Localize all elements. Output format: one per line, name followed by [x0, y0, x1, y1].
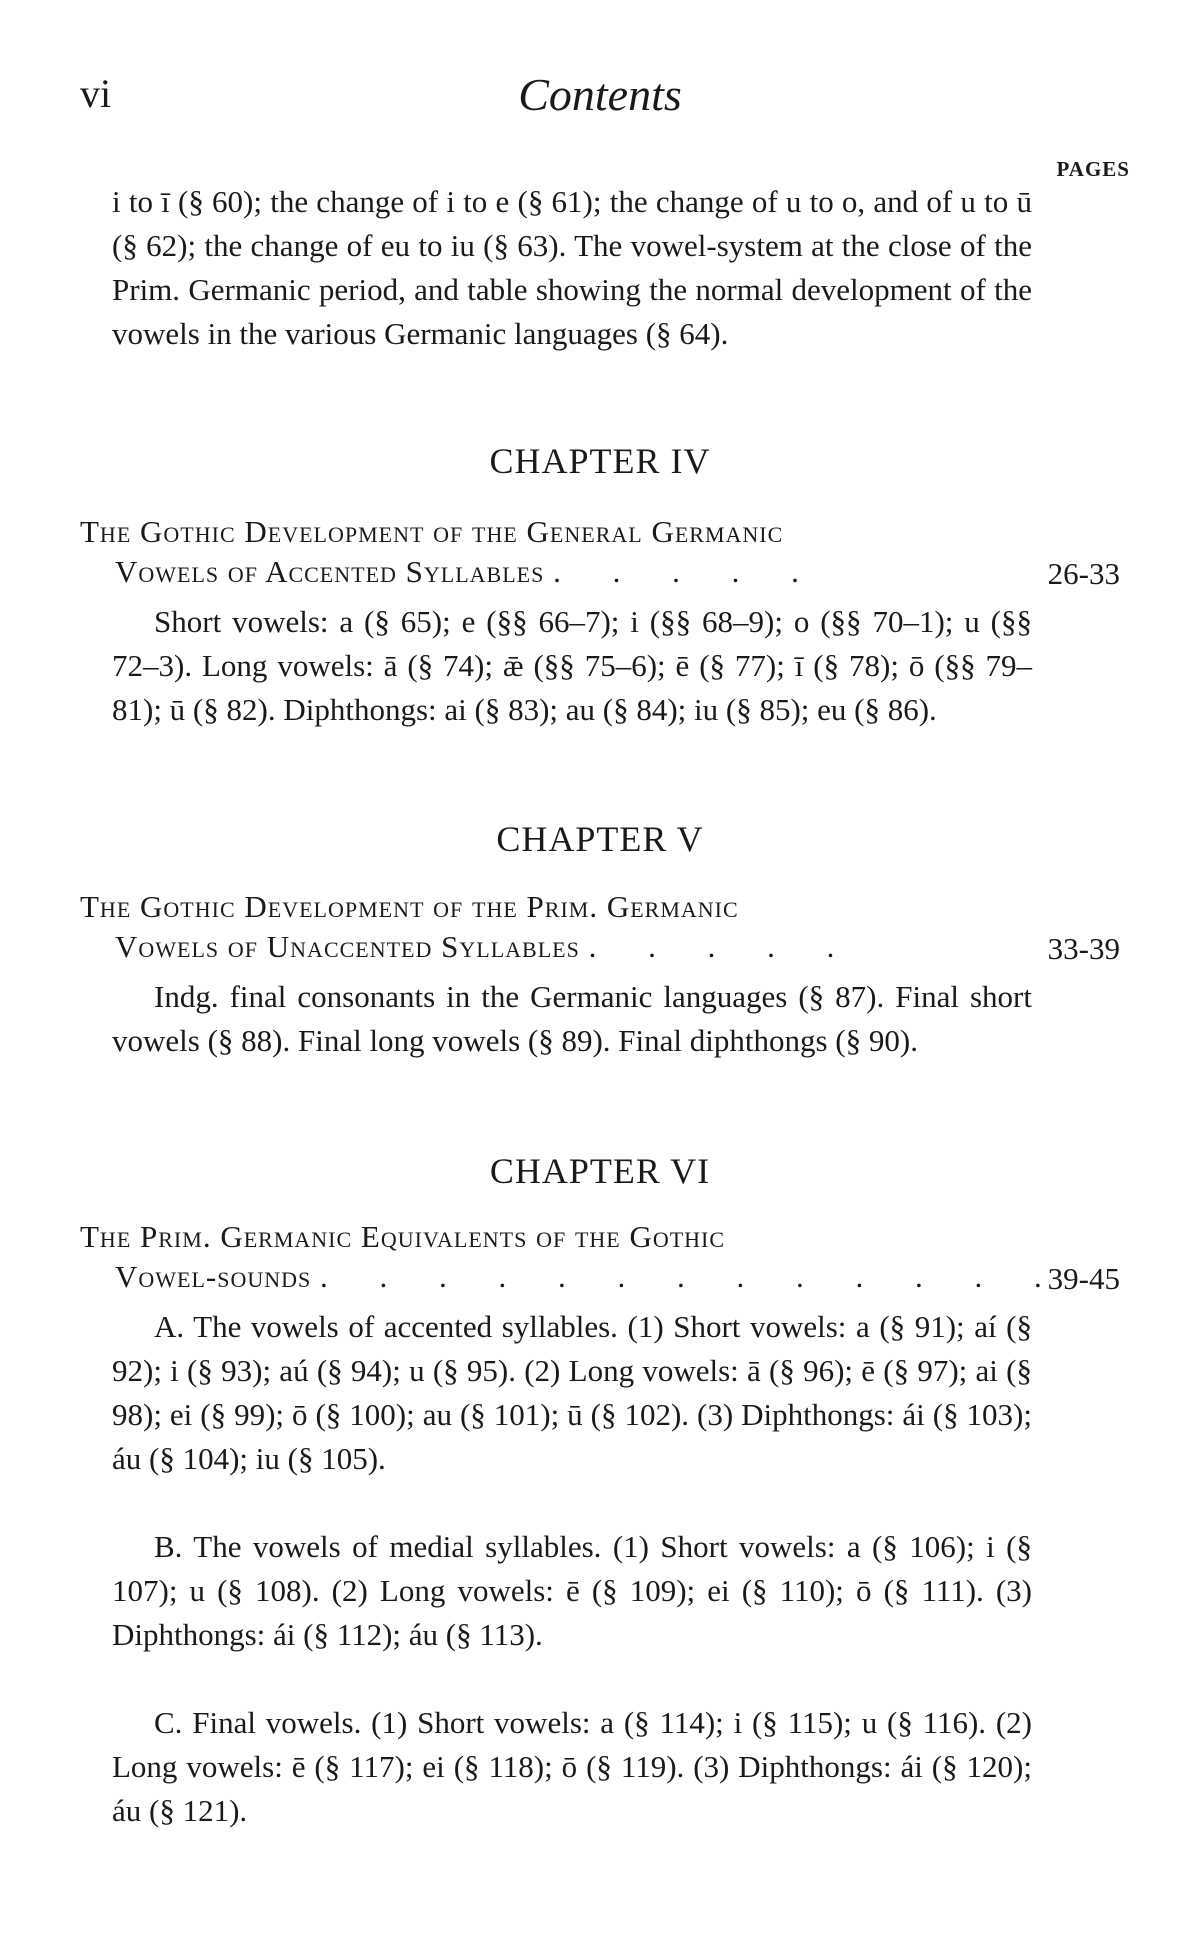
running-head: Contents — [518, 69, 682, 120]
chapter-vi-title-line1: The Prim. Germanic Equivalents of the Gothic — [80, 1219, 726, 1254]
chapter-heading-vi: CHAPTER VI — [489, 1151, 711, 1191]
chapter-v-summary: Indg. final consonants in the Germanic languages (§ 87). Final short vowels (§ 88). Final long vowels (§ 89). Final diphthongs (§ 90). — [112, 979, 1032, 1058]
chapter-iv-summary: Short vowels: a (§ 65); e (§§ 66–7); i (§§ 68–9); o (§§ 70–1); u (§§ 72–3). Long vowels: ā (§ 74); ǣ (§§ 75–6); ē (§ 77); ī (§ 78); ō (§§ 79–81); ū (§ 82). Diphthongs: ai (§ 83); au (§ 84); iu (§ 85); eu (§ 86). — [112, 604, 1032, 727]
chapter-heading-v: CHAPTER V — [496, 819, 704, 859]
chapter-iv-title-line2 — [115, 554, 821, 590]
continuation-text: i to ī (§ 60); the change of i to e (§ 61); the change of u to o, and of u to ū (§ 62); the change of eu to iu (§ 63). The vowel-system at the close of the Prim. Germanic period, and table showing the normal development of the vowels in the various Germanic languages (§ 64). — [112, 184, 1032, 351]
dot-leaders: . . . . . — [588, 929, 857, 964]
dot-leaders: . . . . . . . . . . . . . — [320, 1259, 1064, 1294]
chapter-v-title-line2-text: Vowels of Unaccented Syllables — [115, 929, 580, 964]
chapter-vi-title-line2-text: Vowel-sounds — [115, 1259, 312, 1294]
chapter-vi-section-b: B. The vowels of medial syllables. (1) Short vowels: a (§ 106); i (§ 107); u (§ 108). (2) Long vowels: ē (§ 109); ei (§ 110); ō (§ 111). (3) Diphthongs: ái (§ 112); áu (§ 113). — [112, 1529, 1032, 1652]
chapter-heading-iv: CHAPTER IV — [489, 441, 711, 481]
pages-column-label: PAGES — [1056, 157, 1130, 181]
chapter-vi-title-line2 — [115, 1259, 1064, 1295]
chapter-v-title-line1: The Gothic Development of the Prim. Germanic — [80, 889, 739, 924]
chapter-vi-section-c: C. Final vowels. (1) Short vowels: a (§ 114); i (§ 115); u (§ 116). (2) Long vowels: ē (§ 117); ei (§ 118); ō (§ 119). (3) Diphthongs: ái (§ 120); áu (§ 121). — [112, 1705, 1032, 1828]
chapter-v-title-line2 — [115, 929, 856, 965]
chapter-iv-pages: 26-33 — [1047, 556, 1120, 591]
page-number: vi — [80, 71, 112, 116]
chapter-iv-title-line2-text: Vowels of Accented Syllables — [115, 554, 545, 589]
chapter-v-pages: 33-39 — [1047, 931, 1120, 966]
chapter-vi-section-a: A. The vowels of accented syllables. (1) Short vowels: a (§ 91); aí (§ 92); i (§ 93); aú (§ 94); u (§ 95). (2) Long vowels: ā (§ 96); ē (§ 97); ai (§ 98); ei (§ 99); ō (§ 100); au (§ 101); ū (§ 102). (3) Diphthongs: ái (§ 103); áu (§ 104); iu (§ 105). — [112, 1309, 1032, 1476]
chapter-vi-pages: 39-45 — [1047, 1261, 1120, 1296]
chapter-iv-title-line1: The Gothic Development of the General Germanic — [80, 514, 784, 549]
dot-leaders: . . . . . — [553, 554, 821, 589]
